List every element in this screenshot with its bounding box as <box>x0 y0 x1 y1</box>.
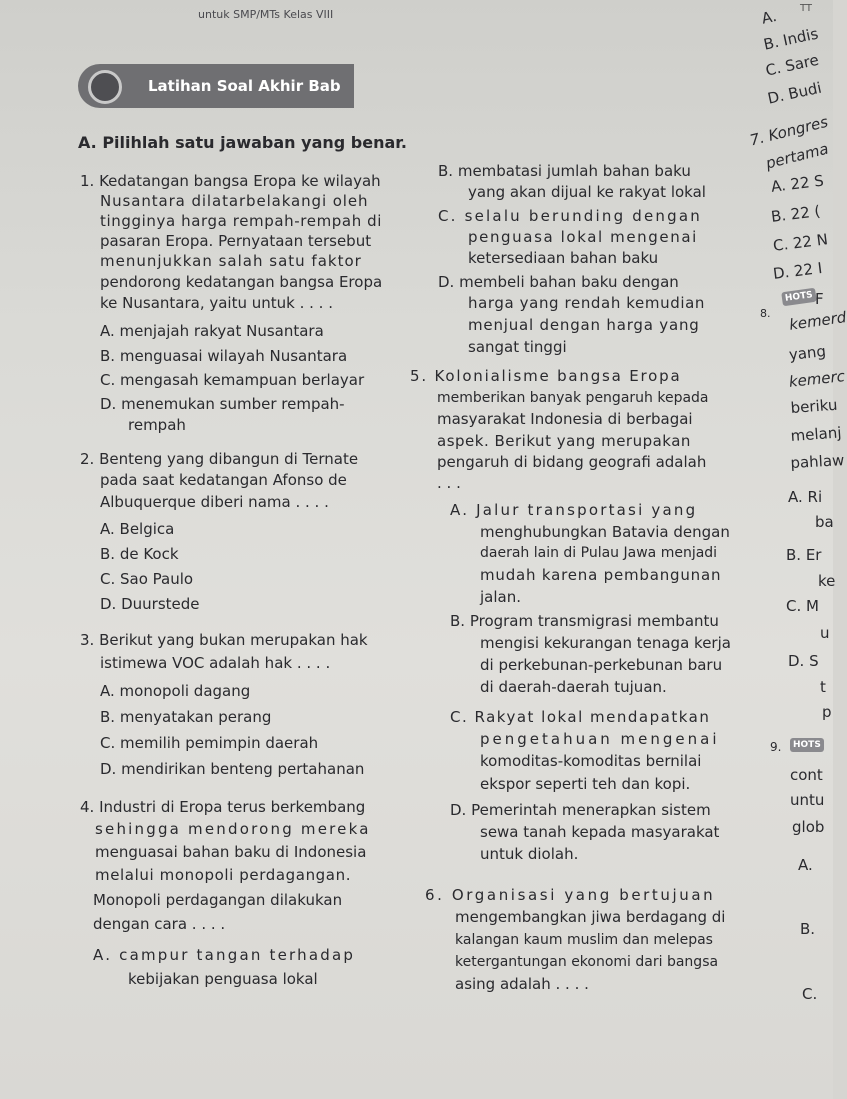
q1-option-d-cont: harga yang rendah kemudian <box>468 294 705 312</box>
q3-line: istimewa VOC adalah hak . . . . <box>100 654 331 672</box>
hots-badge: HOTS <box>781 288 816 307</box>
q3-option-c[interactable]: C. memilih pemimpin daerah <box>100 734 319 752</box>
section-title: A. Pilihlah satu jawaban yang benar. <box>78 133 407 152</box>
facing-q7-option: C. 22 N <box>772 230 829 255</box>
q5-option-a[interactable]: A. Jalur transportasi yang <box>450 501 698 519</box>
q2-option-c[interactable]: C. Sao Paulo <box>100 570 194 588</box>
q1-option-c-cont: ketersediaan bahan baku <box>468 249 659 267</box>
q1-line: tingginya harga rempah-rempah di <box>100 212 383 230</box>
q4-line: Monopoli perdagangan dilakukan <box>93 891 343 909</box>
banner-title: Latihan Soal Akhir Bab <box>148 77 341 95</box>
q1-option-d[interactable]: D. menemukan sumber rempah- <box>100 395 345 413</box>
book-label: untuk SMP/MTs Kelas VIII <box>198 8 334 21</box>
q1-option-d-cont: menjual dengan harga yang <box>468 316 700 334</box>
q5-option-b[interactable]: B. Program transmigrasi membantu <box>450 612 719 630</box>
q5-line: . . . <box>437 474 461 492</box>
facing-q8-number: 8. <box>760 307 771 320</box>
q3-option-a[interactable]: A. monopoli dagang <box>100 682 251 700</box>
q6-line: 6. Organisasi yang bertujuan <box>425 886 716 904</box>
q1-line: pendorong kedatangan bangsa Eropa <box>100 273 383 291</box>
facing-q8-option: B. Er <box>786 546 822 564</box>
facing-q7-option: B. 22 ( <box>770 201 822 226</box>
q1-option-c[interactable]: C. selalu berunding dengan <box>438 207 702 225</box>
q1-option-c-cont: penguasa lokal mengenai <box>468 228 698 246</box>
facing-q9-option: A. <box>798 856 813 874</box>
facing-q9-number: 9. <box>770 740 782 754</box>
q2-option-d[interactable]: D. Duurstede <box>100 595 200 613</box>
q5-option-a-cont: jalan. <box>480 588 521 606</box>
q1-line: ke Nusantara, yaitu untuk . . . . <box>100 294 333 312</box>
q4-line: 4. Industri di Eropa terus berkembang <box>80 798 366 816</box>
q5-line: 5. Kolonialisme bangsa Eropa <box>410 367 682 385</box>
q5-option-b-cont: mengisi kekurangan tenaga kerja <box>480 634 731 652</box>
q5-option-b-cont: di perkebunan-perkebunan baru <box>480 656 723 674</box>
q1-line: pasaran Eropa. Pernyataan tersebut <box>100 232 372 250</box>
q3-option-b[interactable]: B. menyatakan perang <box>100 708 272 726</box>
q4-line: melalui monopoli perdagangan. <box>95 866 352 884</box>
facing-q8-line: kemerc <box>788 367 846 391</box>
q1-option-b[interactable]: B. membatasi jumlah bahan baku <box>438 162 691 180</box>
q4-option-a[interactable]: A. campur tangan terhadap <box>93 946 356 964</box>
q5-option-a-cont: daerah lain di Pulau Jawa menjadi <box>480 545 718 561</box>
q5-option-c[interactable]: C. Rakyat lokal mendapatkan <box>450 708 711 726</box>
facing-q8-line: melanj <box>790 423 843 445</box>
q4-option-a-cont: kebijakan penguasa lokal <box>128 970 318 988</box>
facing-q9-option: B. <box>800 920 816 938</box>
facing-option: C. Sare <box>764 50 821 80</box>
q5-option-b-cont: di daerah-daerah tujuan. <box>480 678 667 696</box>
q5-option-c-cont: ekspor seperti teh dan kopi. <box>480 775 691 793</box>
q5-option-d[interactable]: D. Pemerintah menerapkan sistem <box>450 801 711 819</box>
facing-option: B. Indis <box>762 24 820 54</box>
facing-q8-option: t <box>820 678 826 696</box>
q6-line: ketergantungan ekonomi dari bangsa <box>455 954 719 970</box>
q5-option-d-cont: sewa tanah kepada masyarakat <box>480 823 720 841</box>
q2-line: pada saat kedatangan Afonso de <box>100 471 347 489</box>
q4-line: sehingga mendorong mereka <box>95 820 371 838</box>
q1-line: Nusantara dilatarbelakangi oleh <box>100 192 369 210</box>
q3-line: 3. Berikut yang bukan merupakan hak <box>80 631 368 649</box>
q1-option-d[interactable]: D. membeli bahan baku dengan <box>438 273 679 291</box>
facing-q8-option: ba <box>815 513 834 531</box>
q5-option-a-cont: menghubungkan Batavia dengan <box>480 523 730 541</box>
q4-line: menguasai bahan baku di Indonesia <box>95 843 367 861</box>
facing-q8-option: C. M <box>786 597 819 615</box>
q5-option-a-cont: mudah karena pembangunan <box>480 566 722 584</box>
q1-line: 1. Kedatangan bangsa Eropa ke wilayah <box>80 172 381 190</box>
facing-option: D. Budi <box>766 78 824 108</box>
hots-badge: HOTS <box>790 738 824 752</box>
facing-header: TT <box>800 3 813 14</box>
facing-q9-line: untu <box>790 791 825 809</box>
facing-q7-option: D. 22 I <box>772 258 824 283</box>
facing-option: A. <box>760 6 779 28</box>
q3-option-d[interactable]: D. mendirikan benteng pertahanan <box>100 760 365 778</box>
facing-q7-line: 7. Kongres <box>748 112 830 150</box>
facing-q8-option: A. Ri <box>788 488 823 506</box>
facing-q8-line: F <box>815 290 824 308</box>
q1-option-c[interactable]: C. mengasah kemampuan berlayar <box>100 371 365 389</box>
facing-q8-option: ke <box>818 572 836 590</box>
q1-option-d-cont: rempah <box>128 416 186 434</box>
q5-option-c-cont: komoditas-komoditas bernilai <box>480 752 702 770</box>
facing-q8-option: D. S <box>788 652 819 670</box>
q1-option-a[interactable]: A. menjajah rakyat Nusantara <box>100 322 324 340</box>
q2-line: Albuquerque diberi nama . . . . <box>100 493 329 511</box>
facing-q7-option: A. 22 S <box>770 171 825 196</box>
q5-line: masyarakat Indonesia di berbagai <box>437 410 693 428</box>
facing-q9-line: cont <box>790 766 823 784</box>
q4-line: dengan cara . . . . <box>93 915 226 933</box>
q6-line: kalangan kaum muslim dan melepas <box>455 932 713 948</box>
facing-q8-line: yang <box>788 342 827 364</box>
q5-option-d-cont: untuk diolah. <box>480 845 579 863</box>
facing-q8-option: p <box>822 703 832 721</box>
banner-circle-icon <box>88 70 122 104</box>
q2-option-b[interactable]: B. de Kock <box>100 545 179 563</box>
q2-option-a[interactable]: A. Belgica <box>100 520 175 538</box>
facing-q8-line: kemerd <box>788 308 847 334</box>
q5-line: memberikan banyak pengaruh kepada <box>437 390 709 406</box>
q5-line: pengaruh di bidang geografi adalah <box>437 453 707 471</box>
q1-option-d-cont: sangat tinggi <box>468 338 567 356</box>
q6-line: mengembangkan jiwa berdagang di <box>455 908 726 926</box>
q5-line: aspek. Berikut yang merupakan <box>437 432 691 450</box>
facing-q9-option: C. <box>802 985 818 1003</box>
q2-line: 2. Benteng yang dibangun di Ternate <box>80 450 359 468</box>
facing-q7-line: pertama <box>764 139 831 173</box>
q5-option-c-cont: pengetahuan mengenai <box>480 730 720 748</box>
facing-q8-line: beriku <box>790 395 838 417</box>
facing-q9-line: glob <box>792 818 825 836</box>
facing-q8-option: u <box>820 624 830 642</box>
q1-line: menunjukkan salah satu faktor <box>100 252 362 270</box>
q1-option-b[interactable]: B. menguasai wilayah Nusantara <box>100 347 348 365</box>
facing-q8-line: pahlaw <box>790 451 845 472</box>
q1-option-b-cont: yang akan dijual ke rakyat lokal <box>468 183 706 201</box>
q6-line: asing adalah . . . . <box>455 975 589 993</box>
